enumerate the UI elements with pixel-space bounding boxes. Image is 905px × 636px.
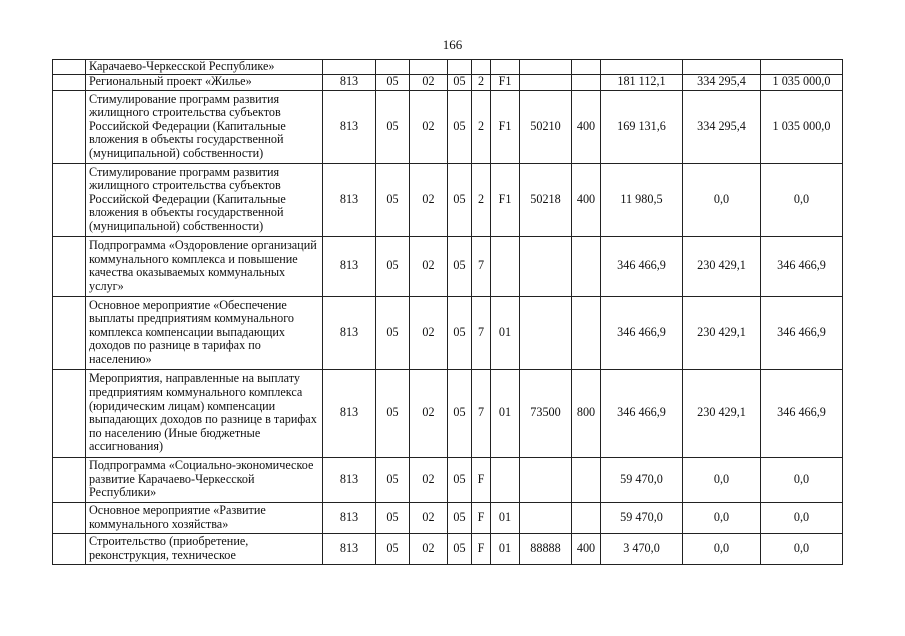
ved-code: 813 (323, 296, 376, 369)
section-code: 05 (376, 163, 410, 236)
activity-code: 01 (491, 296, 520, 369)
row-name: Карачаево-Черкесской Республике» (86, 60, 323, 75)
amount-year-3 (761, 60, 843, 75)
row-name: Основное мероприятие «Развитие коммунального хозяйства» (86, 502, 323, 533)
table-row (53, 60, 843, 75)
amount-year-1: 169 131,6 (601, 90, 683, 163)
section-code: 05 (376, 369, 410, 457)
ved-code: 813 (323, 74, 376, 90)
ved-code (323, 60, 376, 75)
activity-code (491, 60, 520, 75)
direction-code: 50210 (520, 90, 572, 163)
amount-year-2: 230 429,1 (683, 369, 761, 457)
subprogram-code: F (472, 533, 491, 564)
row-blank-cell (53, 369, 86, 457)
subsection-code (410, 60, 448, 75)
program-code: 05 (448, 163, 472, 236)
subsection-code: 02 (410, 236, 448, 296)
activity-code: 01 (491, 502, 520, 533)
table-row (53, 296, 843, 369)
section-code (376, 60, 410, 75)
amount-year-2: 230 429,1 (683, 236, 761, 296)
subsection-code: 02 (410, 457, 448, 502)
amount-year-2: 0,0 (683, 502, 761, 533)
ved-code: 813 (323, 236, 376, 296)
amount-year-2: 0,0 (683, 163, 761, 236)
row-blank-cell (53, 296, 86, 369)
program-code: 05 (448, 296, 472, 369)
subprogram-code: F (472, 457, 491, 502)
amount-year-3: 346 466,9 (761, 296, 843, 369)
program-code: 05 (448, 457, 472, 502)
direction-code (520, 236, 572, 296)
activity-code: 01 (491, 533, 520, 564)
subprogram-code (472, 60, 491, 75)
row-name: Стимулирование программ развития жилищного строительства субъектов Российской Федерации (Капитальные вложения в объекты государственной (муниципальной) собственности) (86, 163, 323, 236)
amount-year-3: 1 035 000,0 (761, 90, 843, 163)
row-blank-cell (53, 74, 86, 90)
subsection-code: 02 (410, 533, 448, 564)
expense-type-code (572, 502, 601, 533)
expense-type-code: 400 (572, 163, 601, 236)
subsection-code: 02 (410, 296, 448, 369)
expense-type-code (572, 60, 601, 75)
row-name: Стимулирование программ развития жилищного строительства субъектов Российской Федерации (Капитальные вложения в объекты государственной (муниципальной) собственности) (86, 90, 323, 163)
amount-year-1: 346 466,9 (601, 296, 683, 369)
program-code: 05 (448, 90, 472, 163)
row-blank-cell (53, 457, 86, 502)
row-blank-cell (53, 502, 86, 533)
amount-year-3: 0,0 (761, 502, 843, 533)
section-code: 05 (376, 457, 410, 502)
amount-year-2: 0,0 (683, 533, 761, 564)
direction-code (520, 60, 572, 75)
ved-code: 813 (323, 502, 376, 533)
ved-code: 813 (323, 90, 376, 163)
amount-year-1: 11 980,5 (601, 163, 683, 236)
table-row (53, 457, 843, 502)
amount-year-1: 346 466,9 (601, 369, 683, 457)
amount-year-3: 0,0 (761, 533, 843, 564)
program-code: 05 (448, 369, 472, 457)
activity-code: 01 (491, 369, 520, 457)
expense-type-code (572, 236, 601, 296)
row-name: Подпрограмма «Социально-экономическое развитие Карачаево-Черкесской Республики» (86, 457, 323, 502)
table-row (53, 90, 843, 163)
row-name: Строительство (приобретение, реконструкция, техническое (86, 533, 323, 564)
amount-year-1: 59 470,0 (601, 457, 683, 502)
ved-code: 813 (323, 369, 376, 457)
amount-year-3: 0,0 (761, 457, 843, 502)
row-blank-cell (53, 533, 86, 564)
page-number: 166 (442, 37, 463, 52)
amount-year-1: 3 470,0 (601, 533, 683, 564)
direction-code (520, 502, 572, 533)
ved-code: 813 (323, 163, 376, 236)
direction-code: 73500 (520, 369, 572, 457)
row-blank-cell (53, 163, 86, 236)
amount-year-1: 181 112,1 (601, 74, 683, 90)
direction-code: 88888 (520, 533, 572, 564)
expense-type-code (572, 74, 601, 90)
section-code: 05 (376, 74, 410, 90)
subprogram-code: 7 (472, 296, 491, 369)
program-code: 05 (448, 502, 472, 533)
amount-year-3: 346 466,9 (761, 369, 843, 457)
direction-code (520, 296, 572, 369)
expense-type-code (572, 296, 601, 369)
expense-type-code: 400 (572, 533, 601, 564)
subprogram-code: 2 (472, 163, 491, 236)
ved-code: 813 (323, 533, 376, 564)
amount-year-2: 334 295,4 (683, 90, 761, 163)
row-blank-cell (53, 60, 86, 75)
expense-type-code: 400 (572, 90, 601, 163)
activity-code (491, 236, 520, 296)
section-code: 05 (376, 236, 410, 296)
table-row (53, 74, 843, 90)
activity-code: F1 (491, 163, 520, 236)
subprogram-code: 2 (472, 90, 491, 163)
subprogram-code: F (472, 502, 491, 533)
row-name: Подпрограмма «Оздоровление организаций коммунального комплекса и повышение качества оказываемых коммунальных услуг» (86, 236, 323, 296)
budget-table (52, 59, 843, 565)
ved-code: 813 (323, 457, 376, 502)
subsection-code: 02 (410, 90, 448, 163)
subprogram-code: 7 (472, 369, 491, 457)
amount-year-2: 334 295,4 (683, 74, 761, 90)
expense-type-code (572, 457, 601, 502)
activity-code: F1 (491, 90, 520, 163)
amount-year-1: 346 466,9 (601, 236, 683, 296)
subsection-code: 02 (410, 369, 448, 457)
table-row (53, 533, 843, 564)
amount-year-1 (601, 60, 683, 75)
row-name: Мероприятия, направленные на выплату предприятиям коммунального комплекса (юридическим лицам) компенсации выпадающих доходов по разнице в тарифах по населению (Иные бюджетные ассигнования) (86, 369, 323, 457)
activity-code (491, 457, 520, 502)
direction-code (520, 74, 572, 90)
amount-year-2: 230 429,1 (683, 296, 761, 369)
section-code: 05 (376, 533, 410, 564)
amount-year-3: 0,0 (761, 163, 843, 236)
section-code: 05 (376, 296, 410, 369)
program-code: 05 (448, 533, 472, 564)
row-blank-cell (53, 236, 86, 296)
row-blank-cell (53, 90, 86, 163)
subsection-code: 02 (410, 163, 448, 236)
table-row (53, 502, 843, 533)
row-name: Основное мероприятие «Обеспечение выплаты предприятиям коммунального комплекса компенсации выпадающих доходов по разнице в тарифах по населению» (86, 296, 323, 369)
amount-year-2: 0,0 (683, 457, 761, 502)
direction-code (520, 457, 572, 502)
subprogram-code: 2 (472, 74, 491, 90)
expense-type-code: 800 (572, 369, 601, 457)
amount-year-1: 59 470,0 (601, 502, 683, 533)
table-row (53, 369, 843, 457)
amount-year-2 (683, 60, 761, 75)
section-code: 05 (376, 90, 410, 163)
section-code: 05 (376, 502, 410, 533)
table-row (53, 236, 843, 296)
row-name: Региональный проект «Жилье» (86, 74, 323, 90)
amount-year-3: 346 466,9 (761, 236, 843, 296)
program-code: 05 (448, 74, 472, 90)
subprogram-code: 7 (472, 236, 491, 296)
program-code (448, 60, 472, 75)
amount-year-3: 1 035 000,0 (761, 74, 843, 90)
table-row (53, 163, 843, 236)
subsection-code: 02 (410, 74, 448, 90)
subsection-code: 02 (410, 502, 448, 533)
program-code: 05 (448, 236, 472, 296)
activity-code: F1 (491, 74, 520, 90)
direction-code: 50218 (520, 163, 572, 236)
